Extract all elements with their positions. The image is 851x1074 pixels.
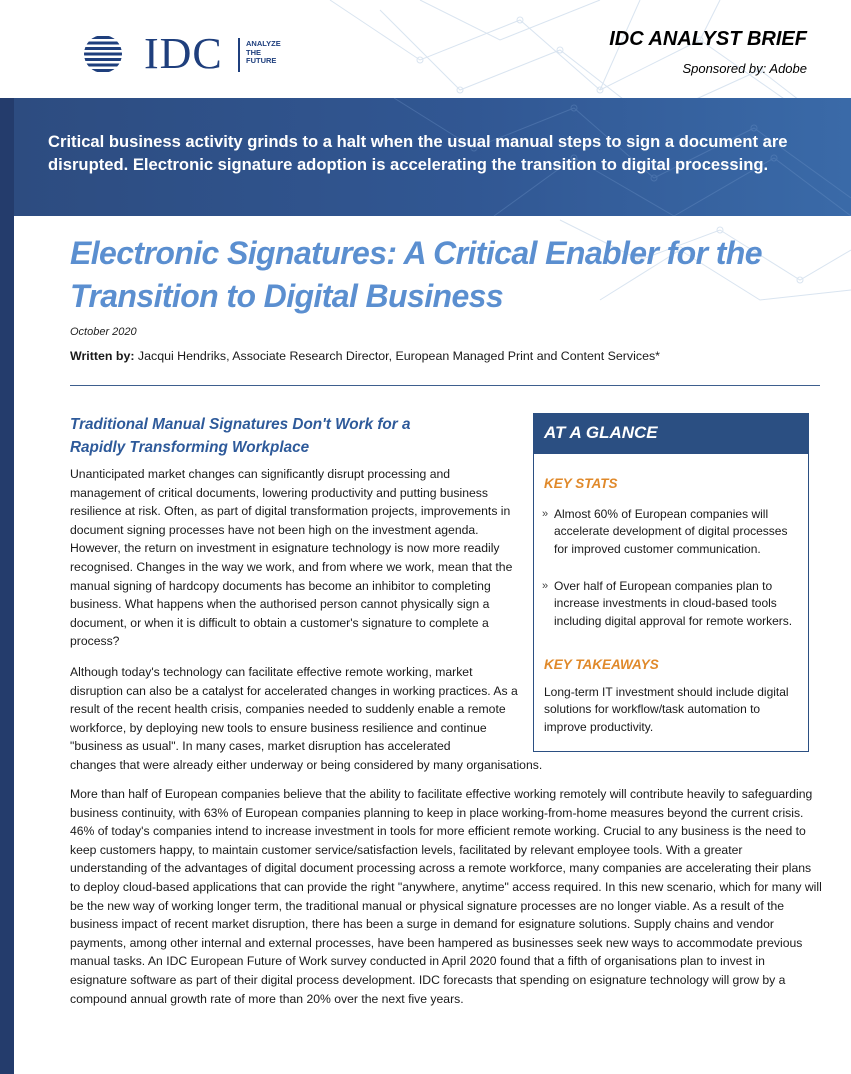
bullet-icon: » <box>542 580 549 592</box>
key-stat-item: » Almost 60% of European companies will accelerate development of digital processes for improved customer communication. <box>542 507 788 556</box>
title-line-1: Electronic Signatures: A Critical Enabler for the <box>70 235 762 271</box>
globe-icon <box>70 34 136 74</box>
glance-header <box>534 414 808 454</box>
page-title <box>70 232 830 318</box>
summary-banner <box>14 98 851 216</box>
at-a-glance-box <box>533 413 809 752</box>
byline-label: Written by: <box>70 349 135 363</box>
logo-tagline: ANALYZE THE FUTURE <box>246 39 281 65</box>
byline-author: Jacqui Hendriks, Associate Research Director, European Managed Print and Content Services* <box>134 349 660 363</box>
publication-date: October 2020 <box>70 326 137 338</box>
key-takeaways-heading: KEY TAKEAWAYS <box>544 657 659 672</box>
bullet-icon: » <box>542 508 549 520</box>
paragraph-2: Although today's technology can facilitate effective remote working, market disruption can also be a catalyst for accelerated changes in working practices. As a result of the recent health crisis, companies needed to suddenly enable a remote workforce, by deploying new tools to ensure business resilience and continue "business as usual". In many cases, market disruption has accelerated <box>70 665 518 754</box>
byline <box>70 349 660 363</box>
key-stat-item: » Over half of European companies plan to increase investments in cloud-based tools including digital approval for remote workers. <box>542 579 793 628</box>
sponsor-line: Sponsored by: Adobe <box>682 61 807 76</box>
left-accent-bar <box>0 98 14 1074</box>
brief-title: IDC ANALYST BRIEF <box>609 28 807 50</box>
logo-divider <box>238 38 240 72</box>
key-takeaway-text: Long-term IT investment should include digital solutions for workflow/task automation to improve productivity. <box>544 685 789 734</box>
paragraph-2-end: changes that were already either underway or being considered by many organisations. <box>70 758 543 772</box>
glance-title: AT A GLANCE <box>544 423 658 442</box>
paragraph-3: More than half of European companies believe that the ability to facilitate effective working remotely will contribute heavily to safeguarding business continuity, with 63% of European companies planning to keep in place working-from-home measures beyond the current crisis. 46% of today's companies intend to increase investment in tools for more efficient remote working. Crucial to any business is the need to keep customers happy, to maintain customer service/satisfaction levels, facilitated by relevant employee tools. With a greater understanding of the advantages of digital document processing across a remote workforce, many companies are accelerating their plans to deploy cloud-based applications that can provide the right "anywhere, anytime" access required. In this new scenario, which for many will be the new way of working longer term, the traditional manual or physical signature processes are no longer viable. As a result of the business impact of recent market disruption, there has been a surge in demand for esignature solutions. Supply chains and vendor payments, among other internal and external processes, have been hampered as businesses seek new ways to accommodate previous manual tasks. An IDC European Future of Work survey conducted in April 2020 found that a fifth of organisations plan to invest in esignature software as part of their digital process development. IDC forecasts that spending on esignature technology will grow by a compound annual growth rate of more than 20% over the next five years. <box>70 787 822 1006</box>
header-divider <box>70 385 820 386</box>
paragraph-1: Unanticipated market changes can significantly disrupt processing and management of critical documents, lowering productivity and putting business resilience at risk. Often, as part of digital transformation projects, improvements in document signing processes have not been high on the investment agenda. However, the return on investment in esignature technology is now more readily recognised. Changes in the way we work, and from where we work, mean that the manual signing of hardcopy documents has become an inhibitor to completing business. What happens when the authorised person cannot physically sign a document, or when it is difficult to obtain a customer's signature to complete a process? <box>70 467 513 649</box>
section-heading: Traditional Manual Signatures Don't Work for a Rapidly Transforming Workplace <box>70 416 411 456</box>
logo-wordmark: IDC <box>144 29 223 78</box>
key-stats-heading: KEY STATS <box>544 476 618 491</box>
title-line-2: Transition to Digital Business <box>70 278 504 314</box>
banner-text: Critical business activity grinds to a halt when the usual manual steps to sign a document are disrupted. Electronic signature adoption is accelerating the transition to digital processing. <box>48 132 788 174</box>
